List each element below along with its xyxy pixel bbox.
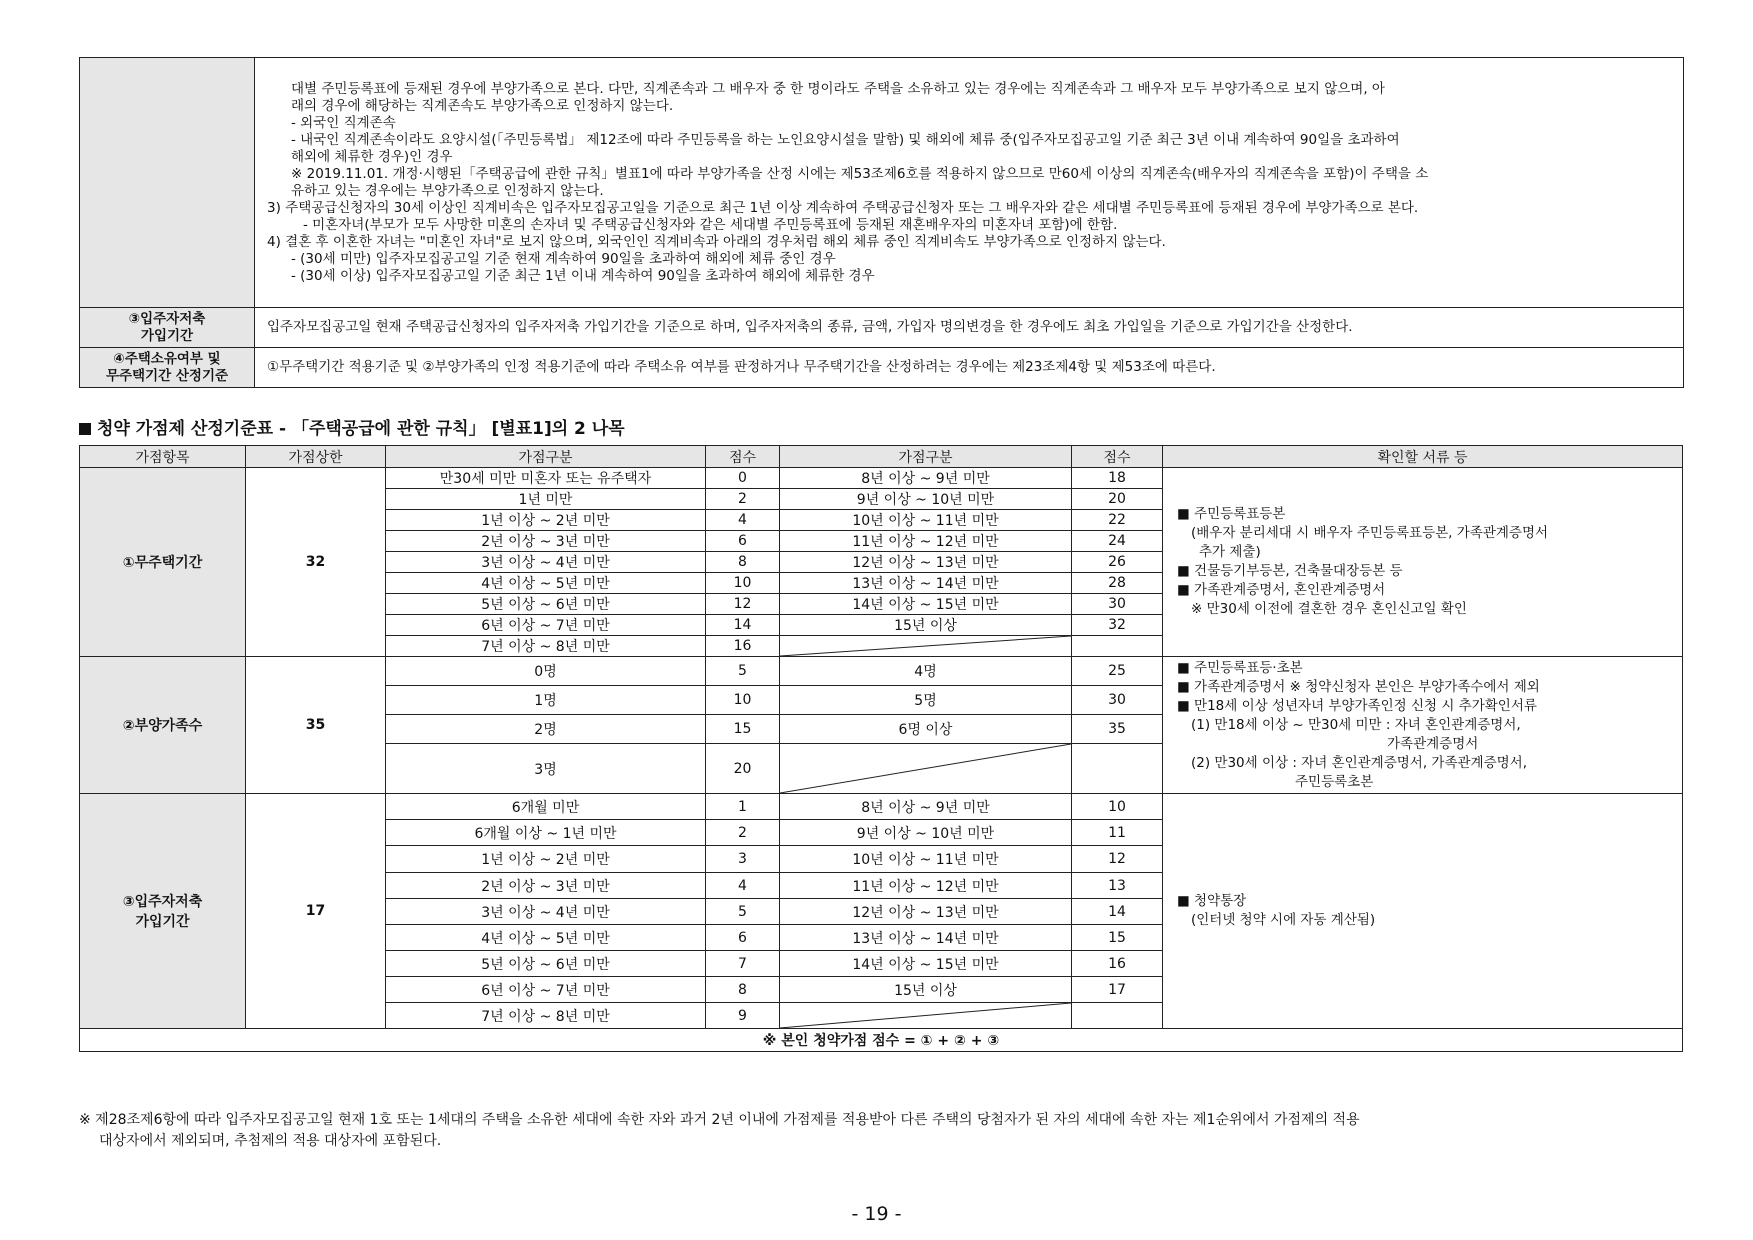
- score-category: 8년 이상 ~ 9년 미만: [780, 794, 1072, 820]
- score-category: 1년 이상 ~ 2년 미만: [386, 510, 706, 531]
- label-line: ④주택소유여부 및: [113, 350, 221, 367]
- criteria-label-ownership: [80, 348, 255, 388]
- diagonal-empty-cell: [780, 1003, 1072, 1029]
- header-cell: 확인할 서류 등: [1163, 446, 1683, 468]
- header-cell: 가점구분: [386, 446, 706, 468]
- section-title: [79, 414, 625, 439]
- score-max: 17: [246, 794, 386, 1029]
- score-points: 26: [1072, 552, 1163, 573]
- score-total-row: [80, 1029, 1683, 1052]
- score-category: 2년 이상 ~ 3년 미만: [386, 531, 706, 552]
- score-category: 7년 이상 ~ 8년 미만: [386, 636, 706, 657]
- score-item-label: ②부양가족수: [80, 657, 246, 794]
- score-category: 1명: [386, 686, 706, 715]
- page-number: - 19 -: [851, 1203, 902, 1225]
- score-category: 1년 이상 ~ 2년 미만: [386, 846, 706, 873]
- header-cell: 점수: [1072, 446, 1163, 468]
- diagonal-empty-cell: [780, 744, 1072, 794]
- score-points: 8: [706, 552, 780, 573]
- document-line: 추가 제출): [1199, 544, 1261, 560]
- score-points: 4: [706, 873, 780, 899]
- score-points: 16: [706, 636, 780, 657]
- criteria-line: - 외국인 직계존속: [291, 114, 396, 131]
- score-category: 10년 이상 ~ 11년 미만: [780, 510, 1072, 531]
- score-category: 7년 이상 ~ 8년 미만: [386, 1003, 706, 1029]
- score-points: 6: [706, 925, 780, 951]
- score-points: 35: [1072, 715, 1163, 744]
- score-points: 2: [706, 820, 780, 846]
- score-item-label: [80, 794, 246, 1029]
- score-row: [80, 794, 1683, 820]
- score-category: 6년 이상 ~ 7년 미만: [386, 977, 706, 1003]
- score-points: 25: [1072, 657, 1163, 686]
- label-line: ③입주자저축: [128, 310, 206, 327]
- score-category: 3명: [386, 744, 706, 794]
- score-category: 15년 이상: [780, 977, 1072, 1003]
- score-points: 13: [1072, 873, 1163, 899]
- score-points: 4: [706, 510, 780, 531]
- score-category: 14년 이상 ~ 15년 미만: [780, 951, 1072, 977]
- score-category: 14년 이상 ~ 15년 미만: [780, 594, 1072, 615]
- score-category: 5년 이상 ~ 6년 미만: [386, 594, 706, 615]
- score-points: 30: [1072, 594, 1163, 615]
- document-line: (인터넷 청약 시에 자동 계산됨): [1191, 912, 1376, 928]
- score-points: 16: [1072, 951, 1163, 977]
- score-category: 6개월 이상 ~ 1년 미만: [386, 820, 706, 846]
- criteria-line: 4) 결혼 후 이혼한 자녀는 "미혼인 자녀"로 보지 않으며, 외국인인 직계비속과 아래의 경우처럼 해외 체류 중인 직계비속도 부양가족으로 인정하지 않는다.: [267, 233, 1166, 250]
- criteria-line: - (30세 이상) 입주자모집공고일 기준 최근 1년 이내 계속하여 90일을 초과하여 해외에 체류한 경우: [291, 267, 875, 284]
- score-row: [80, 468, 1683, 489]
- score-points: 9: [706, 1003, 780, 1029]
- score-points: 10: [706, 573, 780, 594]
- score-category: 4년 이상 ~ 5년 미만: [386, 573, 706, 594]
- score-points: 32: [1072, 615, 1163, 636]
- score-points: 15: [1072, 925, 1163, 951]
- criteria-line: - 내국인 직계존속이라도 요양시설(「주민등록법」 제12조에 따라 주민등록을 하는 노인요양시설을 말함) 및 해외에 체류 중(입주자모집공고일 기준 최근 3년 이내 계속하여 90일을 초과하여: [291, 131, 1400, 148]
- score-category: 3년 이상 ~ 4년 미만: [386, 899, 706, 925]
- label-line: 가입기간: [140, 327, 194, 344]
- score-table-header: [80, 446, 1683, 468]
- score-category: 8년 이상 ~ 9년 미만: [780, 468, 1072, 489]
- document-line: ■ 가족관계증명서 ※ 청약신청자 본인은 부양가족수에서 제외: [1177, 678, 1540, 695]
- score-points: 24: [1072, 531, 1163, 552]
- score-category: 11년 이상 ~ 12년 미만: [780, 873, 1072, 899]
- score-max: 32: [246, 468, 386, 657]
- score-points: 14: [1072, 899, 1163, 925]
- document-line: (배우자 분리세대 시 배우자 주민등록표등본, 가족관계증명서: [1191, 525, 1549, 541]
- document-line: ■ 건물등기부등본, 건축물대장등본 등: [1177, 563, 1403, 579]
- score-points: 12: [1072, 846, 1163, 873]
- label-line: 무주택기간 산정기준: [105, 367, 229, 384]
- score-table: [79, 445, 1683, 1052]
- score-points: 20: [706, 744, 780, 794]
- empty-cell: [1072, 744, 1163, 794]
- criteria-row-savings-period: [80, 308, 1684, 348]
- score-points: 18: [1072, 468, 1163, 489]
- score-category: 5년 이상 ~ 6년 미만: [386, 951, 706, 977]
- score-points: 10: [706, 686, 780, 715]
- document-line: (1) 만18세 이상 ~ 만30세 미만 : 자녀 혼인관계증명서,: [1191, 716, 1521, 733]
- criteria-body-continued: [255, 58, 1684, 308]
- diagonal-empty-cell: [780, 636, 1072, 657]
- score-table-body: [80, 468, 1683, 1052]
- score-category: 2명: [386, 715, 706, 744]
- header-cell: 가점구분: [780, 446, 1072, 468]
- criteria-line: 해외에 체류한 경우)인 경우: [291, 148, 453, 165]
- criteria-text: ①무주택기간 적용기준 및 ②부양가족의 인정 적용기준에 따라 주택소유 여부를 판정하거나 무주택기간을 산정하려는 경우에는 제23조제4항 및 제53조에 따른다.: [267, 359, 1216, 375]
- criteria-line: - (30세 미만) 입주자모집공고일 기준 현재 계속하여 90일을 초과하여 해외에 체류 중인 경우: [291, 250, 836, 267]
- header-cell: 점수: [706, 446, 780, 468]
- score-category: 6명 이상: [780, 715, 1072, 744]
- label-line: 가입기간: [135, 914, 190, 930]
- score-category: 만30세 미만 미혼자 또는 유주택자: [386, 468, 706, 489]
- score-points: 28: [1072, 573, 1163, 594]
- score-points: 12: [706, 594, 780, 615]
- score-category: 5명: [780, 686, 1072, 715]
- score-category: 0명: [386, 657, 706, 686]
- criteria-line: 3) 주택공급신청자의 30세 이상인 직계비속은 입주자모집공고일을 기준으로 최근 1년 이상 계속하여 주택공급신청자 또는 그 배우자와 같은 세대별 주민등록표에 등재된 경우에 부양가족으로 본다.: [267, 199, 1419, 216]
- black-square-icon: [79, 423, 91, 435]
- criteria-line: 래의 경우에 해당하는 직계존속도 부양가족으로 인정하지 않는다.: [291, 97, 674, 114]
- score-category: 13년 이상 ~ 14년 미만: [780, 573, 1072, 594]
- footnote: [79, 1110, 1689, 1152]
- criteria-line: 대별 주민등록표에 등재된 경우에 부양가족으로 본다. 다만, 직계존속과 그 배우자 중 한 명이라도 주택을 소유하고 있는 경우에는 직계존속과 그 배우자 모두 부양가족으로 보지 않으며, 아: [291, 80, 1385, 97]
- score-category: 10년 이상 ~ 11년 미만: [780, 846, 1072, 873]
- criteria-line: ※ 2019.11.01. 개정·시행된「주택공급에 관한 규칙」별표1에 따라 부양가족을 산정 시에는 제53조제6호를 적용하지 않으므로 만60세 이상의 직계존속(배우자의 직계존속을 포함)이 주택을 소: [291, 165, 1429, 182]
- required-documents: [1163, 657, 1683, 794]
- score-points: 17: [1072, 977, 1163, 1003]
- score-category: 6개월 미만: [386, 794, 706, 820]
- score-category: 1년 미만: [386, 489, 706, 510]
- header-cell: 가점상한: [246, 446, 386, 468]
- score-category: 12년 이상 ~ 13년 미만: [780, 552, 1072, 573]
- score-category: 6년 이상 ~ 7년 미만: [386, 615, 706, 636]
- score-points: 7: [706, 951, 780, 977]
- document-line: ■ 청약통장: [1177, 893, 1247, 909]
- criteria-line: 유하고 있는 경우에는 부양가족으로 인정하지 않는다.: [291, 182, 604, 199]
- document-line: 가족관계증명서: [1387, 735, 1479, 752]
- criteria-table: [79, 57, 1684, 388]
- score-category: 4년 이상 ~ 5년 미만: [386, 925, 706, 951]
- empty-cell: [1072, 636, 1163, 657]
- score-points: 14: [706, 615, 780, 636]
- criteria-line: - 미혼자녀(부모가 모두 사망한 미혼의 손자녀 및 주택공급신청자와 같은 세대별 주민등록표에 등재된 재혼배우자의 미혼자녀 포함)에 한함.: [303, 216, 1118, 233]
- score-category: 4명: [780, 657, 1072, 686]
- score-max: 35: [246, 657, 386, 794]
- document-line: (2) 만30세 이상 : 자녀 혼인관계증명서, 가족관계증명서,: [1191, 754, 1527, 771]
- score-category: 15년 이상: [780, 615, 1072, 636]
- score-category: 13년 이상 ~ 14년 미만: [780, 925, 1072, 951]
- footnote-line: 대상자에서 제외되며, 추첨제의 적용 대상자에 포함된다.: [99, 1133, 442, 1149]
- document-line: ■ 가족관계증명서, 혼인관계증명서: [1177, 582, 1386, 598]
- score-total-formula: ※ 본인 청약가점 점수 = ① + ② + ③: [80, 1029, 1683, 1052]
- score-points: 1: [706, 794, 780, 820]
- score-row: [80, 657, 1683, 686]
- criteria-text: 입주자모집공고일 현재 주택공급신청자의 입주자저축 가입기간을 기준으로 하며, 입주자저축의 종류, 금액, 가입자 명의변경을 한 경우에도 최초 가입일을 기준으로 가입기간을 산정한다.: [267, 319, 1353, 335]
- score-points: 0: [706, 468, 780, 489]
- score-category: 3년 이상 ~ 4년 미만: [386, 552, 706, 573]
- score-points: 5: [706, 899, 780, 925]
- score-points: 30: [1072, 686, 1163, 715]
- required-documents: [1163, 794, 1683, 1029]
- document-line: ■ 주민등록표등본: [1177, 506, 1286, 522]
- document-line: ■ 만18세 이상 성년자녀 부양가족인정 신청 시 추가확인서류: [1177, 697, 1537, 714]
- score-category: 12년 이상 ~ 13년 미만: [780, 899, 1072, 925]
- document-line: 주민등록초본: [1295, 773, 1374, 790]
- score-points: 22: [1072, 510, 1163, 531]
- document-line: ※ 만30세 이전에 결혼한 경우 혼인신고일 확인: [1191, 601, 1467, 617]
- section-title-text: 청약 가점제 산정기준표 - 「주택공급에 관한 규칙」 [별표1]의 2 나목: [97, 419, 625, 439]
- document-line: ■ 주민등록표등·초본: [1177, 659, 1303, 676]
- score-category: 11년 이상 ~ 12년 미만: [780, 531, 1072, 552]
- score-points: 10: [1072, 794, 1163, 820]
- score-points: 6: [706, 531, 780, 552]
- score-points: 3: [706, 846, 780, 873]
- criteria-label-empty: [80, 58, 255, 308]
- score-points: 11: [1072, 820, 1163, 846]
- empty-cell: [1072, 1003, 1163, 1029]
- score-category: 2년 이상 ~ 3년 미만: [386, 873, 706, 899]
- score-points: 8: [706, 977, 780, 1003]
- score-category: 9년 이상 ~ 10년 미만: [780, 820, 1072, 846]
- score-points: 20: [1072, 489, 1163, 510]
- score-category: 9년 이상 ~ 10년 미만: [780, 489, 1072, 510]
- score-points: 15: [706, 715, 780, 744]
- score-item-label: ①무주택기간: [80, 468, 246, 657]
- criteria-body-savings-period: [255, 308, 1684, 348]
- score-points: 2: [706, 489, 780, 510]
- label-line: ③입주자저축: [122, 894, 203, 910]
- required-documents: [1163, 468, 1683, 657]
- footnote-line: ※ 제28조제6항에 따라 입주자모집공고일 현재 1호 또는 1세대의 주택을 소유한 세대에 속한 자와 과거 2년 이내에 가점제를 적용받아 다른 주택의 당첨자가 된 자의 세대에 속한 자는 제1순위에서 가점제의 적용: [79, 1112, 1360, 1128]
- criteria-row-ownership: [80, 348, 1684, 388]
- score-points: 5: [706, 657, 780, 686]
- header-cell: 가점항목: [80, 446, 246, 468]
- criteria-label-savings-period: [80, 308, 255, 348]
- criteria-row-continued: [80, 58, 1684, 308]
- criteria-body-ownership: [255, 348, 1684, 388]
